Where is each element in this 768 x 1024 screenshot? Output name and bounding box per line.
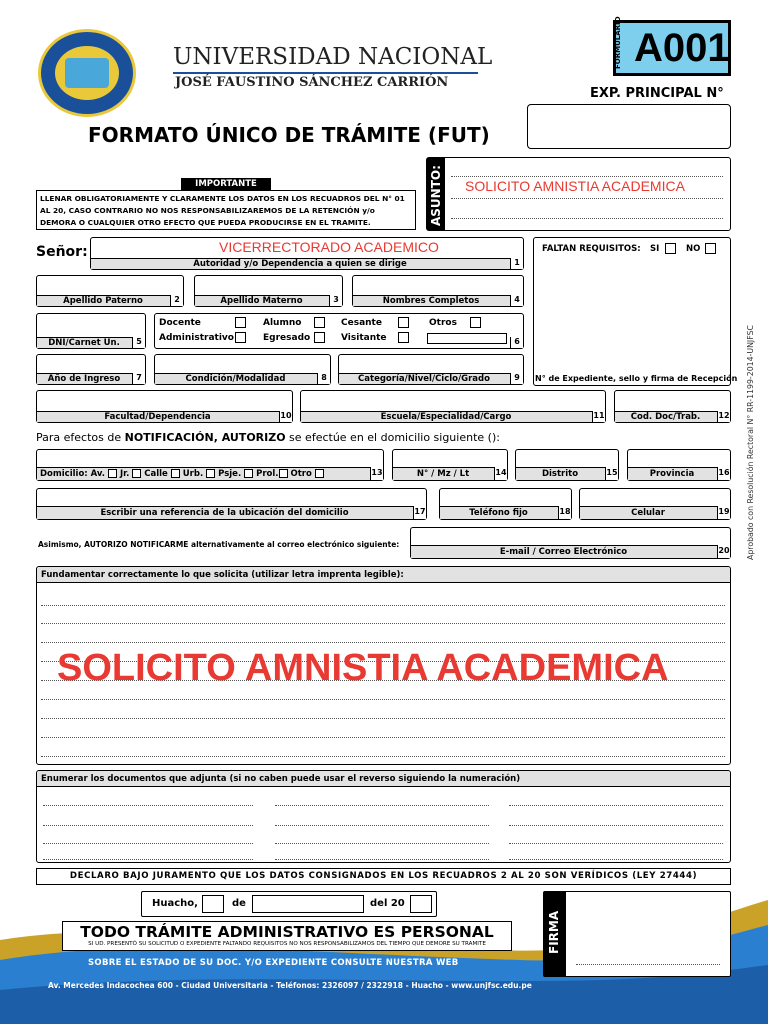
telefono-field[interactable] [439, 488, 572, 520]
visitante-label: Visitante [341, 333, 387, 343]
prol-label: Prol. [256, 469, 279, 479]
del-20-label: del 20 [370, 898, 405, 909]
no-checkbox[interactable] [705, 243, 716, 254]
field-caption: Nombres Completos [353, 295, 523, 306]
fundamentar-value: SOLICITO AMNISTIA ACADEMICA [57, 647, 669, 689]
field-caption: Provincia [628, 467, 730, 480]
dni-field[interactable] [36, 313, 146, 349]
cod-doc-field[interactable] [614, 390, 731, 423]
prol-checkbox[interactable] [279, 469, 288, 478]
field-number: 11 [593, 411, 605, 420]
field-number: 6 [510, 337, 523, 348]
resolution-note: Aprobado con Resolución Rectoral N° RR-1199-2014-UNJFSC [746, 325, 755, 560]
asunto-value: SOLICITO AMNISTIA ACADEMICA [465, 178, 685, 194]
otro-label: Otro [290, 469, 312, 479]
alumno-label: Alumno [263, 318, 302, 328]
anio-field[interactable] [410, 895, 432, 913]
exp-principal-field[interactable] [527, 104, 731, 149]
otros-specify-field[interactable] [427, 333, 507, 344]
asunto-label: ASUNTO: [429, 165, 443, 226]
field-number: 7 [132, 373, 145, 384]
field-number: 16 [717, 467, 730, 480]
tramite-personal-sub: SI UD. PRESENTÓ SU SOLICITUD O EXPEDIENTE FALTANDO REQUISITOS NO NOS RESPONSABILIZAMOS DEL TIEMPO QUE DEMORE SU TRAMITE [88, 941, 486, 947]
university-subname: JOSÉ FAUSTINO SÁNCHEZ CARRIÓN [175, 75, 449, 90]
exp-principal-label: EXP. PRINCIPAL N° [590, 86, 724, 101]
senor-field[interactable] [90, 237, 524, 270]
otro-checkbox[interactable] [315, 469, 324, 478]
otros-checkbox[interactable] [470, 317, 481, 328]
field-caption: Celular [580, 506, 730, 519]
facultad-field[interactable] [36, 390, 293, 423]
condicion-field[interactable] [154, 354, 331, 385]
footer-address: Av. Mercedes Indacochea 600 - Ciudad Universitaria - Teléfonos: 2326097 / 2322918 - Huacho - www.unjfsc.edu.pe [48, 981, 532, 990]
field-number: 17 [413, 506, 426, 519]
field-number: 5 [132, 337, 145, 348]
de-label: de [232, 898, 246, 909]
tramite-personal-title: TODO TRÁMITE ADMINISTRATIVO ES PERSONAL [80, 923, 494, 941]
field-number: 18 [558, 506, 571, 519]
field-caption: DNI/Carnet Un. [37, 337, 145, 348]
senor-value: VICERRECTORADO ACADEMICO [219, 239, 439, 255]
distrito-field[interactable] [515, 449, 619, 481]
field-caption: Categoría/Nivel/Ciclo/Grado [339, 373, 523, 384]
alumno-checkbox[interactable] [314, 317, 325, 328]
si-checkbox[interactable] [665, 243, 676, 254]
docente-checkbox[interactable] [235, 317, 246, 328]
consulte-web: SOBRE EL ESTADO DE SU DOC. Y/O EXPEDIENTE CONSULTE NUESTRA WEB [88, 958, 459, 968]
form-code-label: FORMULARIO [614, 16, 622, 69]
anio-ingreso-field[interactable] [36, 354, 146, 385]
field-number: 13 [370, 467, 383, 480]
senor-caption: Autoridad y/o Dependencia a quien se dirige [91, 258, 523, 269]
domicilio-field[interactable] [36, 449, 384, 481]
fecha-box [141, 891, 437, 917]
field-number: 19 [717, 506, 730, 519]
categoria-field[interactable] [338, 354, 524, 385]
tipo-usuario-field [154, 313, 524, 349]
form-code: A001 [634, 26, 730, 70]
referencia-field[interactable] [36, 488, 427, 520]
important-title: IMPORTANTE [181, 178, 271, 190]
nombres-field[interactable] [352, 275, 524, 307]
egresado-checkbox[interactable] [314, 332, 325, 343]
calle-checkbox[interactable] [171, 469, 180, 478]
field-number: 14 [494, 467, 507, 480]
fundamentar-label: Fundamentar correctamente lo que solicita (utilizar letra imprenta legible): [41, 570, 404, 580]
firma-label: FIRMA [547, 910, 561, 954]
field-caption: Apellido Paterno [37, 295, 183, 306]
si-label: SI [650, 244, 660, 254]
field-number: 12 [718, 411, 730, 420]
provincia-field[interactable] [627, 449, 731, 481]
field-number: 8 [317, 373, 330, 384]
field-caption: Teléfono fijo [440, 506, 571, 519]
tramite-personal-box [62, 921, 512, 951]
field-caption: Condición/Modalidad [155, 373, 330, 384]
form-title: FORMATO ÚNICO DE TRÁMITE (FUT) [88, 123, 490, 147]
important-text: LLENAR OBLIGATORIAMENTE Y CLARAMENTE LOS DATOS EN LOS RECUADROS DEL N° 01 AL 20, CASO CONTRARIO NO NOS RESPONSABILIZAREMOS DE LA RETENCIÓN y/o DEMORA O CUALQUIER OTRO EFECTO QUE PUEDA PRODUCIRSE EN EL TRAMITE. [36, 190, 416, 230]
celular-field[interactable] [579, 488, 731, 520]
no-label: NO [686, 244, 701, 254]
field-number: 15 [605, 467, 618, 480]
field-number: 3 [329, 295, 342, 306]
fundamentar-field[interactable] [36, 566, 731, 765]
calle-label: Calle [144, 469, 168, 479]
university-name: UNIVERSIDAD NACIONAL [173, 44, 493, 70]
field-caption: Escuela/Especialidad/Cargo [301, 411, 605, 422]
urb-checkbox[interactable] [206, 469, 215, 478]
field-caption: Facultad/Dependencia [37, 411, 292, 422]
firma-field[interactable] [543, 891, 731, 977]
escuela-field[interactable] [300, 390, 606, 423]
documentos-label: Enumerar los documentos que adjunta (si no caben puede usar el reverso siguiendo la numeración) [41, 774, 521, 784]
documentos-field[interactable] [36, 770, 731, 863]
docente-label: Docente [159, 318, 201, 328]
visitante-checkbox[interactable] [398, 332, 409, 343]
email-authorize-text: Asimismo, AUTORIZO NOTIFICARME alternativamente al correo electrónico siguiente: [38, 540, 400, 549]
cesante-checkbox[interactable] [398, 317, 409, 328]
university-name-divider [173, 72, 478, 74]
domicilio-av-label: Domicilio: Av. [40, 469, 105, 479]
administrativo-label: Administrativo [159, 333, 234, 343]
jr-checkbox[interactable] [132, 469, 141, 478]
senor-label: Señor: [36, 244, 88, 260]
requisitos-box[interactable] [533, 237, 738, 386]
apellido-paterno-field[interactable] [36, 275, 184, 307]
av-checkbox[interactable] [108, 469, 117, 478]
otros-label: Otros [429, 318, 457, 328]
domicilio-caption-bar [37, 467, 383, 480]
asunto-field[interactable] [426, 157, 731, 231]
field-caption: Escribir una referencia de la ubicación del domicilio [37, 506, 426, 519]
field-number: 10 [280, 411, 292, 420]
field-caption: Año de Ingreso [37, 373, 145, 384]
nmz-field[interactable] [392, 449, 508, 481]
field-caption: Apellido Materno [195, 295, 342, 306]
dia-field[interactable] [202, 895, 224, 913]
field-caption: Distrito [516, 467, 618, 480]
huacho-label: Huacho, [152, 898, 198, 909]
field-number: 4 [510, 295, 523, 306]
form-code-box [613, 16, 731, 76]
recepcion-caption: N° de Expediente, sello y firma de Recepción [535, 374, 738, 383]
administrativo-checkbox[interactable] [235, 332, 246, 343]
field-number: 9 [510, 373, 523, 384]
field-caption: Cod. Doc/Trab. [615, 411, 730, 422]
mes-field[interactable] [252, 895, 364, 913]
cesante-label: Cesante [341, 318, 382, 328]
field-number: 1 [510, 258, 523, 269]
notificacion-text: Para efectos de NOTIFICACIÓN, AUTORIZO se efectúe en el domicilio siguiente (): [36, 431, 500, 444]
email-field[interactable] [410, 527, 731, 559]
psje-label: Psje. [218, 469, 242, 479]
field-number: 20 [717, 545, 730, 558]
egresado-label: Egresado [263, 333, 311, 343]
declaracion-jurada: DECLARO BAJO JURAMENTO QUE LOS DATOS CONSIGNADOS EN LOS RECUADROS 2 AL 20 SON VERÍDICOS (LEY 27444) [36, 868, 731, 885]
jr-label: Jr. [119, 469, 130, 479]
apellido-materno-field[interactable] [194, 275, 343, 307]
university-seal-logo [38, 29, 136, 117]
field-number: 2 [170, 295, 183, 306]
urb-label: Urb. [182, 469, 204, 479]
psje-checkbox[interactable] [244, 469, 253, 478]
faltan-requisitos-label: FALTAN REQUISITOS: [542, 244, 641, 254]
field-caption: N° / Mz / Lt [393, 467, 507, 480]
field-caption: E-mail / Correo Electrónico [411, 545, 730, 558]
